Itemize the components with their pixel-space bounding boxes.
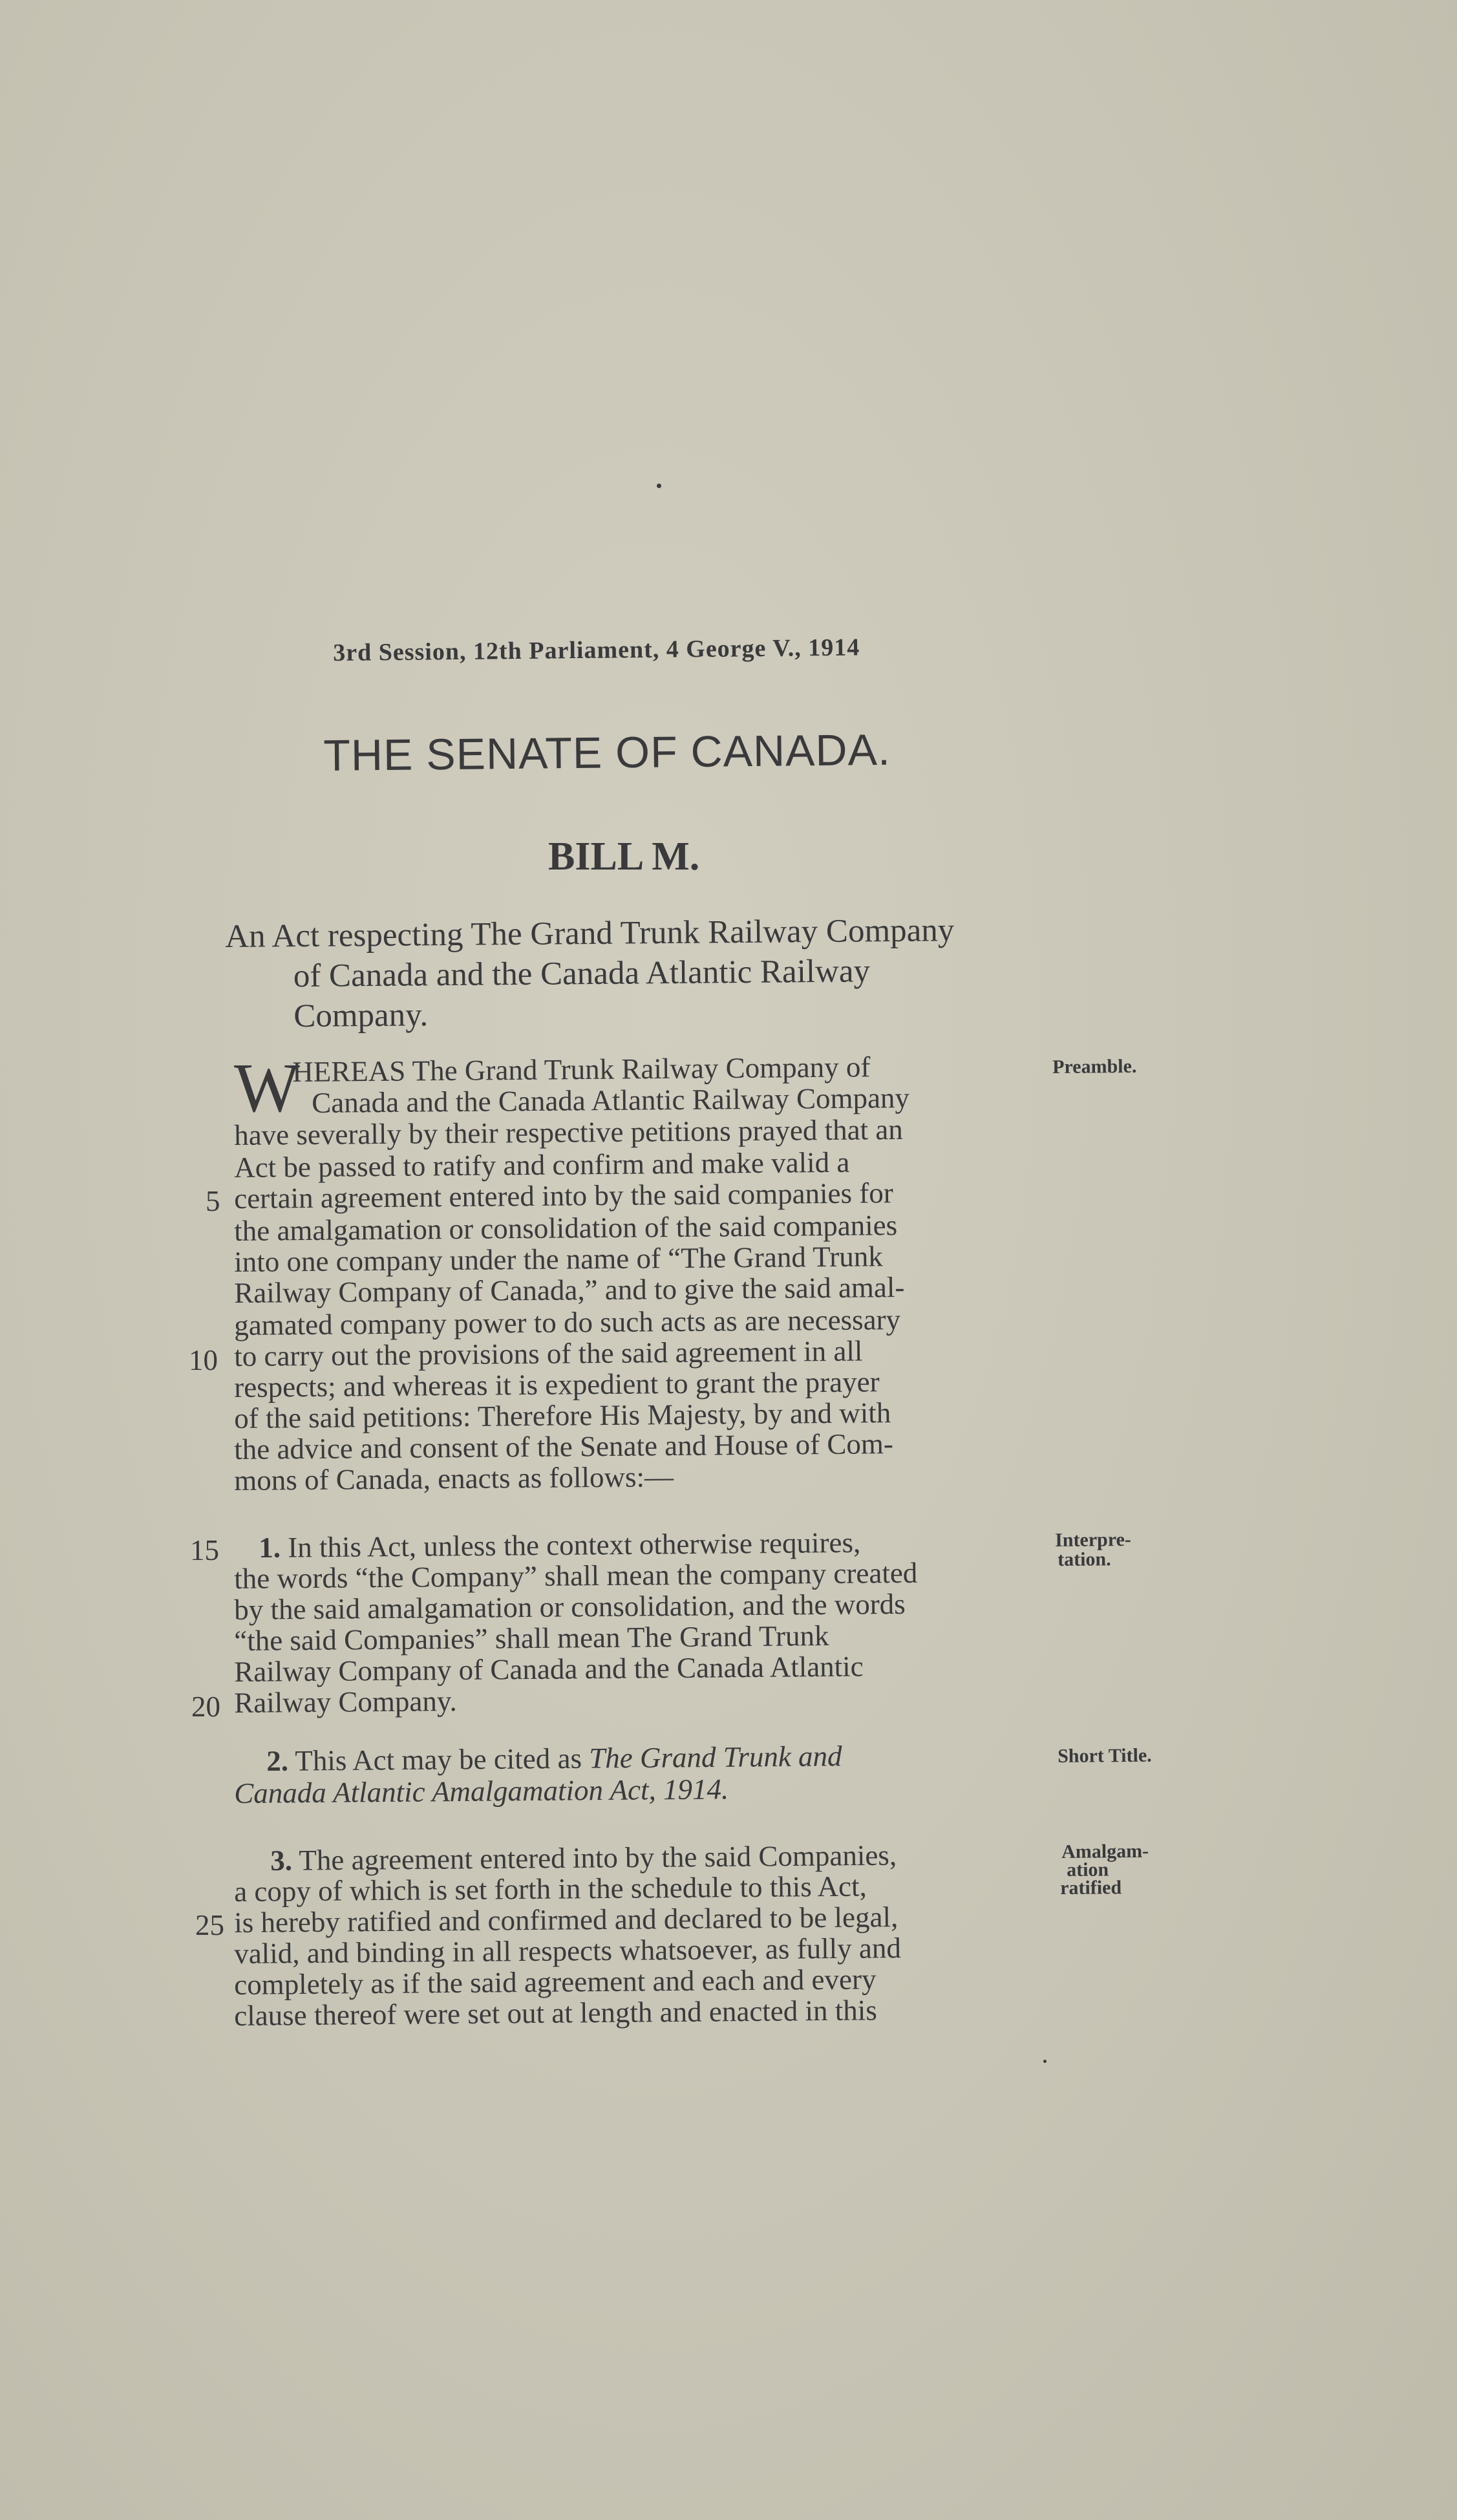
preamble-line: certain agreement entered into by the said companies for	[233, 1177, 893, 1215]
section-3-line: clause thereof were set out at length and enacted in this	[233, 1994, 878, 2032]
margin-note-amalgamation: ratified	[1059, 1877, 1122, 1899]
preamble-line: have severally by their respective petitions prayed that an	[233, 1113, 903, 1151]
preamble-line: Act be passed to ratify and confirm and make valid a	[233, 1146, 850, 1184]
section-1-line: “the said Companies” shall mean The Grand Trunk	[233, 1619, 829, 1657]
preamble-line: gamated company power to do such acts as are necessary	[233, 1303, 901, 1341]
section-number: 3.	[270, 1844, 293, 1877]
preamble-line: Railway Company of Canada,” and to give the said amal-	[233, 1270, 905, 1309]
line-number: 10	[189, 1344, 218, 1376]
preamble-line: respects; and whereas it is expedient to grant the prayer	[233, 1365, 880, 1404]
line-number: 5	[206, 1185, 220, 1217]
act-title-line: Company.	[293, 997, 429, 1035]
paper-speck	[1043, 2060, 1047, 2063]
section-1-line: the words “the Company” shall mean the company created	[233, 1556, 918, 1595]
section-3-line: a copy of which is set forth in the schedule to this Act,	[233, 1870, 867, 1908]
margin-note-interpretation: tation.	[1057, 1548, 1111, 1570]
section-1-line: Railway Company of Canada and the Canada Atlantic	[233, 1650, 864, 1688]
act-title-line: of Canada and the Canada Atlantic Railway	[293, 953, 871, 995]
section-1-line: Railway Company.	[233, 1684, 457, 1719]
section-1-text: In this Act, unless the context otherwise requires,	[287, 1526, 861, 1564]
paper-speck	[657, 484, 661, 488]
section-number: 2.	[266, 1744, 289, 1777]
session-line: 3rd Session, 12th Parliament, 4 George V., 1914	[333, 634, 860, 667]
margin-note-amalgamation: Amalgam-	[1061, 1840, 1149, 1863]
preamble-line: mons of Canada, enacts as follows:—	[233, 1460, 674, 1497]
margin-note-short-title: Short Title.	[1057, 1744, 1152, 1767]
section-2-line	[266, 1740, 842, 1777]
section-2-text: This Act may be cited as	[295, 1742, 582, 1777]
line-number: 15	[190, 1534, 219, 1566]
bill-number: BILL M.	[548, 835, 700, 879]
section-number: 1.	[258, 1531, 281, 1564]
act-title	[225, 910, 1046, 1037]
line-number: 20	[191, 1691, 220, 1723]
section-1-line: by the said amalgamation or consolidation, and the words	[233, 1587, 906, 1626]
preamble-line: Canada and the Canada Atlantic Railway Company	[311, 1081, 910, 1119]
margin-note-interpretation: Interpre-	[1054, 1528, 1132, 1551]
preamble-line: of the said petitions: Therefore His Majesty, by and with	[233, 1396, 891, 1435]
preamble-line: the amalgamation or consolidation of the said companies	[233, 1209, 898, 1247]
margin-note-preamble: Preamble.	[1052, 1055, 1137, 1078]
act-title-line: An Act respecting The Grand Trunk Railway Company	[225, 912, 955, 955]
preamble-line: into one company under the name of “The Grand Trunk	[233, 1240, 883, 1278]
section-2-line: Canada Atlantic Amalgamation Act, 1914.	[233, 1773, 729, 1810]
preamble-line: HEREAS The Grand Trunk Railway Company of	[292, 1051, 871, 1088]
margin-note-amalgamation: ation	[1066, 1859, 1109, 1881]
section-3-line: is hereby ratified and confirmed and declared to be legal,	[233, 1901, 899, 1939]
chamber-title: THE SENATE OF CANADA.	[323, 725, 891, 780]
section-3-line: valid, and binding in all respects whatsoever, as fully and	[233, 1931, 902, 1970]
preamble-line: the advice and consent of the Senate and House of Com-	[233, 1427, 894, 1466]
short-title-italic: The Grand Trunk and	[589, 1740, 842, 1775]
drop-cap: W	[234, 1050, 300, 1127]
line-number: 25	[195, 1909, 224, 1941]
section-3-text: The agreement entered into by the said Companies,	[299, 1839, 897, 1877]
preamble-line: to carry out the provisions of the said agreement in all	[233, 1334, 863, 1372]
section-3-line: completely as if the said agreement and each and every	[233, 1963, 877, 2001]
